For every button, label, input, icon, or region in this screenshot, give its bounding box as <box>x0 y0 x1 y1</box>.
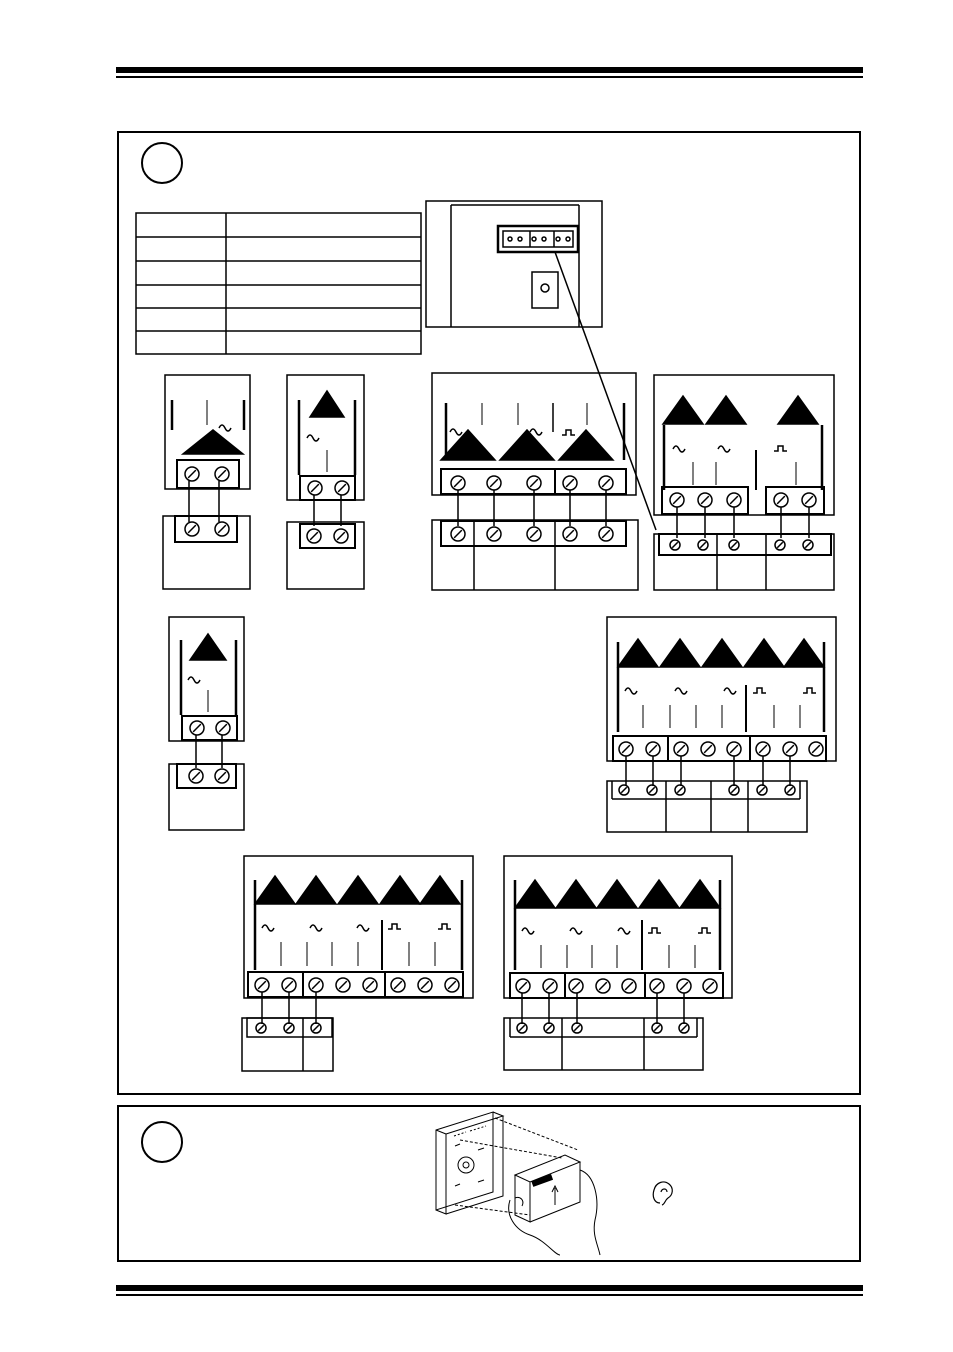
cover-label <box>532 1175 553 1187</box>
terminal-screw-icon <box>599 527 613 541</box>
sine-wave-icon <box>307 435 319 441</box>
terminal-screw-icon <box>785 785 795 795</box>
terminal-screw-icon <box>809 742 823 756</box>
ear-icon <box>653 1182 672 1205</box>
speaker-triangle <box>680 880 720 908</box>
terminal-screw-icon <box>703 979 717 993</box>
terminal-screw-icon <box>216 721 230 735</box>
terminal-screw-icon <box>670 493 684 507</box>
terminal-screw-icon <box>650 979 664 993</box>
terminal-screw-icon <box>391 978 405 992</box>
speaker-triangle <box>500 430 554 460</box>
speaker-triangle <box>702 639 742 667</box>
terminal-screw-icon <box>599 476 613 490</box>
terminal-screw-icon <box>572 1023 582 1033</box>
speaker-triangle <box>255 876 295 904</box>
terminal-screw-icon <box>527 527 541 541</box>
sine-wave-icon <box>718 446 730 452</box>
terminal-screw-icon <box>282 978 296 992</box>
square-pulse-icon <box>803 688 816 693</box>
square-pulse-icon <box>648 928 661 933</box>
terminal-screw-icon <box>308 481 322 495</box>
module-e-base-terminals <box>177 764 236 788</box>
speaker-triangle <box>784 639 824 667</box>
module-b-base-terminals <box>300 524 355 548</box>
sine-wave-icon <box>570 928 582 934</box>
sine-wave-icon <box>357 925 369 931</box>
sine-wave-icon <box>450 429 462 435</box>
terminal-screw-icon <box>215 467 229 481</box>
connector-leader-line <box>555 252 656 530</box>
terminal-screw-icon <box>215 522 229 536</box>
sine-wave-icon <box>724 688 736 694</box>
terminal-screw-icon <box>729 540 739 550</box>
speaker-triangle <box>441 430 495 460</box>
terminal-screw-icon <box>677 979 691 993</box>
terminal-screw-icon <box>727 493 741 507</box>
terminal-screw-icon <box>215 769 229 783</box>
square-pulse-icon <box>438 924 451 929</box>
legend-table <box>136 213 421 354</box>
terminal-screw-icon <box>311 1023 321 1033</box>
terminal-screw-icon <box>516 979 530 993</box>
terminal-screw-icon <box>335 481 349 495</box>
terminal-screw-icon <box>652 1023 662 1033</box>
sine-wave-icon <box>673 446 685 452</box>
terminal-screw-icon <box>544 1023 554 1033</box>
terminal-screw-icon <box>756 742 770 756</box>
terminal-screw-icon <box>451 527 465 541</box>
speaker-triangle <box>296 876 336 904</box>
terminal-screw-icon <box>701 742 715 756</box>
sine-wave-icon <box>188 677 200 683</box>
speaker-triangle <box>706 396 746 424</box>
terminal-screw-icon <box>309 978 323 992</box>
terminal-screw-icon <box>675 785 685 795</box>
terminal-screw-icon <box>563 527 577 541</box>
sine-wave-icon <box>625 688 637 694</box>
terminal-screw-icon <box>729 785 739 795</box>
board-button <box>532 272 558 308</box>
terminal-screw-icon <box>363 978 377 992</box>
square-pulse-icon <box>698 928 711 933</box>
terminal-screw-icon <box>256 1023 266 1033</box>
module-c-base <box>432 520 638 590</box>
terminal-screw-icon <box>487 527 501 541</box>
terminal-screw-icon <box>185 467 199 481</box>
speaker-triangle <box>556 880 596 908</box>
terminal-screw-icon <box>185 522 199 536</box>
speaker-triangle <box>778 396 818 424</box>
module-g-terminal-strip <box>248 972 463 997</box>
terminal-screw-icon <box>451 476 465 490</box>
speaker-triangle <box>183 430 243 454</box>
speaker-triangle <box>639 880 679 908</box>
terminal-screw-icon <box>802 493 816 507</box>
sine-wave-icon <box>262 925 274 931</box>
terminal-screw-icon <box>517 1023 527 1033</box>
sine-wave-icon <box>310 925 322 931</box>
terminal-screw-icon <box>189 769 203 783</box>
terminal-screw-icon <box>774 493 788 507</box>
terminal-screw-icon <box>757 785 767 795</box>
speaker-triangle <box>380 876 420 904</box>
module-h-base <box>504 1018 703 1070</box>
terminal-screw-icon <box>543 979 557 993</box>
module-h-housing <box>504 856 732 998</box>
terminal-screw-icon <box>622 979 636 993</box>
sine-wave-icon <box>618 928 630 934</box>
speaker-triangle <box>310 391 344 417</box>
terminal-screw-icon <box>619 742 633 756</box>
terminal-screw-icon <box>803 540 813 550</box>
terminal-screw-icon <box>670 540 680 550</box>
terminal-screw-icon <box>698 540 708 550</box>
speaker-triangle <box>515 880 555 908</box>
speaker-triangle <box>744 639 784 667</box>
square-pulse-icon <box>562 430 575 435</box>
terminal-screw-icon <box>679 1023 689 1033</box>
module-d-base-terminals <box>659 534 831 555</box>
terminal-screw-icon <box>619 785 629 795</box>
terminal-screw-icon <box>646 742 660 756</box>
speaker-triangle <box>420 876 460 904</box>
square-pulse-icon <box>388 924 401 929</box>
speaker-triangle <box>597 880 637 908</box>
sine-wave-icon <box>675 688 687 694</box>
terminal-screw-icon <box>596 979 610 993</box>
speaker-triangle <box>663 396 703 424</box>
speaker-triangle <box>660 639 700 667</box>
module-f-base <box>607 781 807 832</box>
terminal-screw-icon <box>527 476 541 490</box>
terminal-screw-icon <box>284 1023 294 1033</box>
terminal-screw-icon <box>674 742 688 756</box>
sine-wave-icon <box>530 429 542 435</box>
speaker-triangle <box>338 876 378 904</box>
terminal-screw-icon <box>445 978 459 992</box>
terminal-screw-icon <box>336 978 350 992</box>
terminal-screw-icon <box>569 979 583 993</box>
speaker-triangle <box>618 639 658 667</box>
square-pulse-icon <box>753 688 766 693</box>
terminal-screw-icon <box>307 529 321 543</box>
terminal-screw-icon <box>255 978 269 992</box>
sine-wave-icon <box>522 928 534 934</box>
module-f-terminal-strip <box>613 736 826 761</box>
sine-wave-icon <box>219 425 231 431</box>
terminal-screw-icon <box>418 978 432 992</box>
terminal-screw-icon <box>563 476 577 490</box>
terminal-screw-icon <box>190 721 204 735</box>
module-e-base <box>169 764 244 830</box>
speaker-triangle <box>559 430 613 460</box>
terminal-screw-icon <box>727 742 741 756</box>
speaker-triangle <box>190 634 226 660</box>
module-d-base <box>654 534 834 590</box>
terminal-screw-icon <box>647 785 657 795</box>
terminal-screw-icon <box>775 540 785 550</box>
terminal-screw-icon <box>783 742 797 756</box>
terminal-screw-icon <box>487 476 501 490</box>
terminal-screw-icon <box>334 529 348 543</box>
square-pulse-icon <box>774 446 787 451</box>
mounting-illustration <box>436 1112 600 1255</box>
terminal-screw-icon <box>698 493 712 507</box>
module-b-base <box>287 522 364 589</box>
